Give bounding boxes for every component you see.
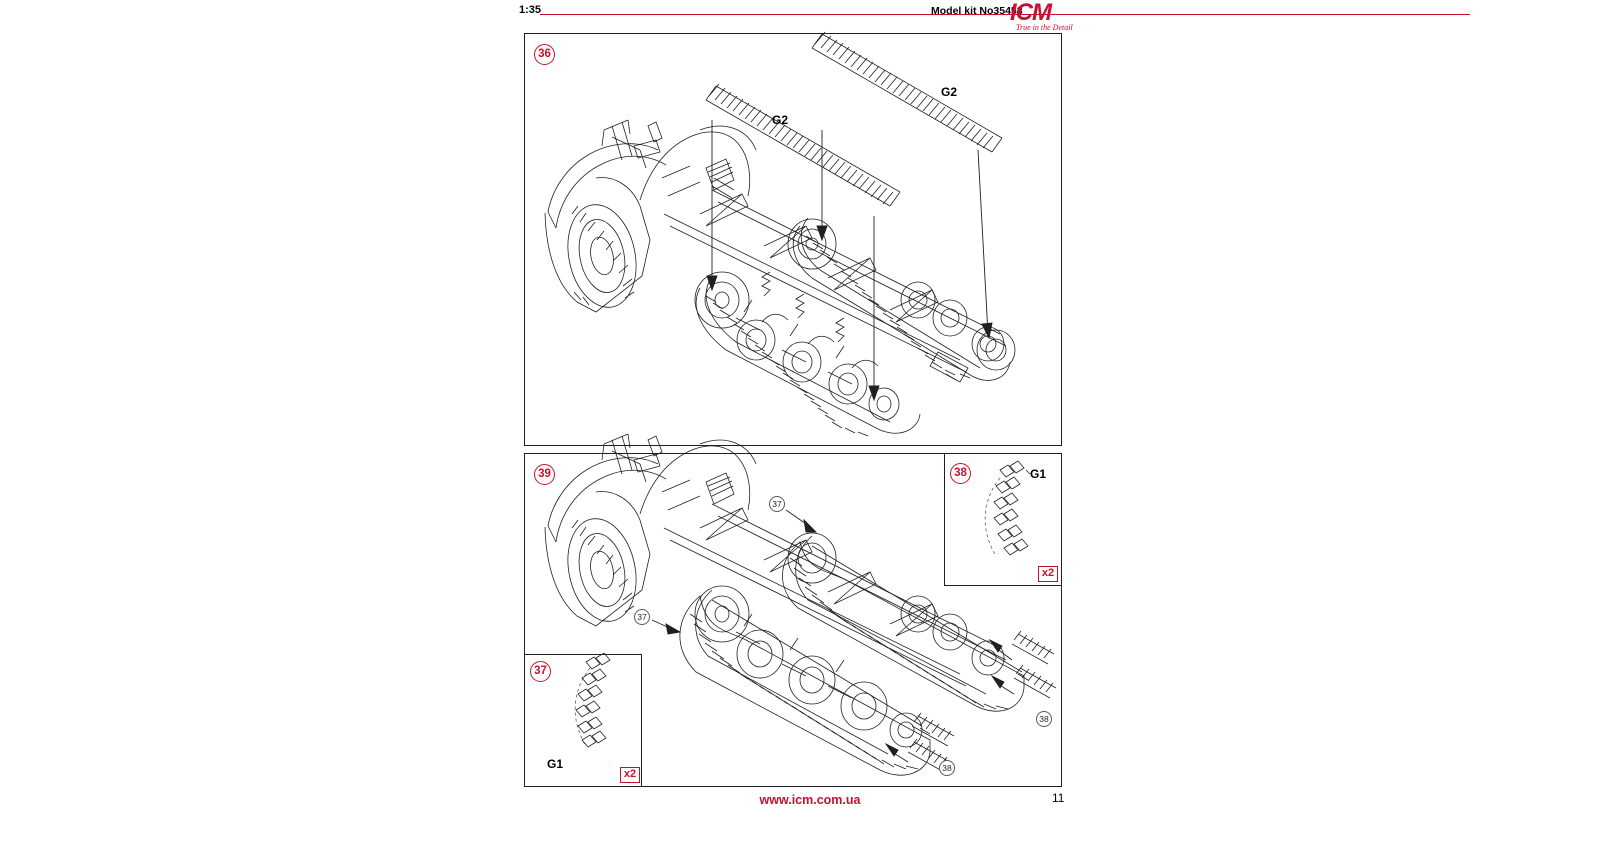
step-panel-36 xyxy=(524,33,1062,446)
icm-logo-tagline: True in the Detail xyxy=(1016,23,1073,32)
part-label-g1-step38: G1 xyxy=(1030,467,1047,481)
step-number-39: 39 xyxy=(534,464,555,485)
scale-label: 1:35 xyxy=(519,4,542,16)
reference-bubble-37-a: 37 xyxy=(769,496,785,512)
step-number-37: 37 xyxy=(530,661,551,682)
kit-number-label: Model kit No35453 xyxy=(931,5,1023,17)
quantity-badge-step38: x2 xyxy=(1038,566,1058,582)
part-label-g2-left: G2 xyxy=(772,113,789,127)
footer-website-url[interactable]: www.icm.com.ua xyxy=(759,793,861,807)
icm-logo-text: ICM xyxy=(1010,0,1051,26)
part-label-g1-step37: G1 xyxy=(547,757,564,771)
icm-logo xyxy=(1010,2,1094,32)
reference-bubble-38-a: 38 xyxy=(1036,711,1052,727)
page-number: 11 xyxy=(1052,791,1065,805)
reference-bubble-37-b: 37 xyxy=(634,609,650,625)
part-label-g2-right: G2 xyxy=(941,85,958,99)
step-number-36: 36 xyxy=(534,44,555,65)
step-number-38: 38 xyxy=(950,463,971,484)
quantity-badge-step37: x2 xyxy=(620,767,640,783)
reference-bubble-38-b: 38 xyxy=(939,760,955,776)
